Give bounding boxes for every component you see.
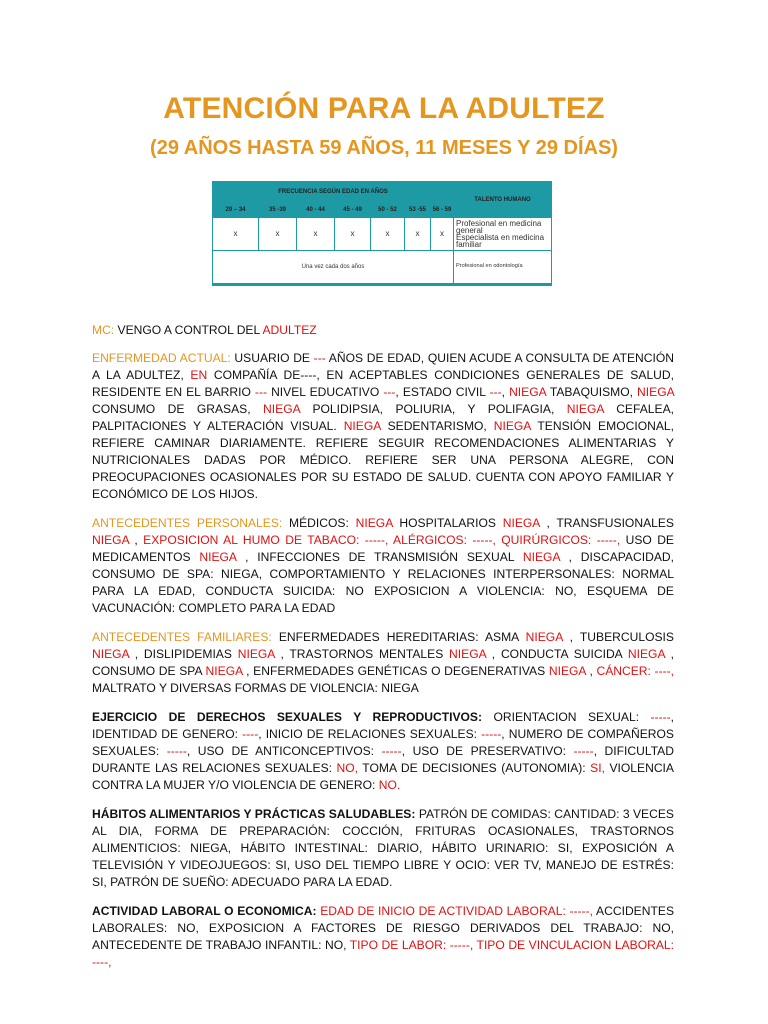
highlighted-value: -----	[650, 710, 671, 724]
age-range-cell: 35 -39	[259, 203, 297, 218]
highlighted-value: ---	[254, 385, 268, 399]
highlighted-value: NIEGA	[502, 516, 540, 530]
mark-cell: x	[405, 218, 431, 251]
paragraph-text: ORIENTACION SEXUAL:	[482, 710, 651, 724]
highlighted-value: ADULTEZ	[262, 323, 317, 337]
paragraph-mc	[92, 322, 674, 339]
paragraph-text: MÉDICOS:	[282, 516, 356, 530]
highlighted-value: NIEGA	[509, 385, 547, 399]
highlighted-value: NIEGA	[199, 550, 237, 564]
section-label: ANTECEDENTES FAMILIARES:	[92, 630, 272, 644]
age-range-cell: 45 - 49	[335, 203, 371, 218]
highlighted-value: EN	[190, 368, 208, 382]
paragraph-text: ,	[501, 385, 510, 399]
paragraph-text: , DISLIPIDEMIAS	[128, 647, 238, 661]
highlighted-value: NIEGA	[566, 402, 604, 416]
highlighted-value: EDAD DE INICIO DE ACTIVIDAD LABORAL: -----,	[320, 904, 594, 918]
paragraph-text: , DISCAPACIDAD, CONSUMO DE SPA: NIEGA, COMPORTAMIENTO Y RELACIONES INTERPERSONALES: NORMAL PARA LA EDAD, CONDUCTA SUICIDA: NO EXPOSICION A VIOLENCIA: NO, ESQUEMA DE VACUNACIÓN: COMPLETO PARA LA EDAD	[92, 550, 674, 615]
highlighted-value: -----	[481, 727, 502, 741]
highlighted-value: CÁNCER: ----,	[596, 664, 675, 678]
paragraph-text: POLIDIPSIA, POLIURIA, Y POLIFAGIA,	[300, 402, 567, 416]
frequency-cell: Una vez cada dos años	[213, 250, 454, 284]
highlighted-value: -----	[166, 744, 187, 758]
highlighted-value: NIEGA	[627, 647, 665, 661]
paragraph-text: , INICIO DE RELACIONES SEXUALES:	[258, 727, 482, 741]
paragraph-text: TENSIÓN EMOCIONAL, REFIERE CAMINAR DIARIAMENTE. REFIERE SEGUIR RECOMENDACIONES ALIMENTARIAS Y NUTRICIONALES DADAS POR MÉDICO. REFIERE SER UNA PERSONA ALEGRE, CON PREOCUPACIONES OCASIONALES POR SU ESTADO DE SALUD. CUENTA CON APOYO FAMILIAR Y ECONÓMICO DE LOS HIJOS.	[92, 419, 674, 501]
paragraph-text: , NUMERO DE COMPAÑEROS SEXUALES:	[92, 727, 674, 758]
highlighted-value: TIPO DE LABOR: -----, TIPO DE VINCULACION LABORAL: ----,	[92, 938, 674, 969]
age-range-cell: 56 - 59	[431, 203, 454, 218]
document-body	[92, 322, 674, 983]
paragraph-text: , INFECCIONES DE TRANSMISIÓN SEXUAL	[236, 550, 523, 564]
highlighted-value: NIEGA	[525, 630, 563, 644]
table-header-talent: TALENTO HUMANO	[454, 182, 552, 218]
highlighted-value: -----	[381, 744, 402, 758]
paragraph-text: COMPAÑÍA DE----, EN ACEPTABLES CONDICIONES GENERALES DE SALUD, RESIDENTE EN EL BARRIO	[92, 368, 674, 399]
page-title: ATENCIÓN PARA LA ADULTEZ	[163, 92, 605, 125]
paragraph-text: VIOLENCIA CONTRA LA MUJER Y/O VIOLENCIA DE GENERO:	[92, 761, 674, 792]
highlighted-value: NIEGA	[92, 533, 129, 547]
paragraph-text: , TRANSFUSIONALES	[539, 516, 674, 530]
section-label: HÁBITOS ALIMENTARIOS Y PRÁCTICAS SALUDABLES:	[92, 807, 416, 821]
paragraph-text: , CONDUCTA SUICIDA	[486, 647, 628, 661]
highlighted-value: NO,	[336, 761, 359, 775]
paragraph-actividad-laboral	[92, 903, 674, 971]
highlighted-value: ---	[489, 385, 502, 399]
paragraph-text: ,	[585, 664, 597, 678]
frequency-table	[212, 181, 552, 286]
mark-cell: x	[259, 218, 297, 251]
paragraph-antecedentes-familiares	[92, 629, 674, 697]
talent-cell	[454, 218, 552, 251]
paragraph-text: ,	[128, 533, 144, 547]
paragraph-text: VENGO A CONTROL DEL	[114, 323, 263, 337]
paragraph-text: MALTRATO Y DIVERSAS FORMAS DE VIOLENCIA: NIEGA	[92, 681, 419, 695]
paragraph-text: NIVEL EDUCATIVO	[267, 385, 384, 399]
mark-cell: x	[213, 218, 259, 251]
paragraph-text: , USO DE ANTICONCEPTIVOS:	[186, 744, 382, 758]
highlighted-value: ---	[313, 351, 326, 365]
page-subtitle: (29 AÑOS HASTA 59 AÑOS, 11 MESES Y 29 DÍAS)	[150, 137, 618, 159]
paragraph-text: ACCIDENTES LABORALES: NO, EXPOSICION A FACTORES DE RIESGO DERIVADOS DEL TRABAJO: NO, ANTECEDENTE DE TRABAJO INFANTIL: NO,	[92, 904, 675, 952]
paragraph-enfermedad-actual	[92, 350, 674, 503]
paragraph-text: SEDENTARISMO,	[380, 419, 494, 433]
mark-cell: x	[297, 218, 335, 251]
highlighted-value: NIEGA	[355, 516, 393, 530]
highlighted-value: NO.	[378, 778, 401, 792]
highlighted-value: EXPOSICION AL HUMO DE TABACO: -----, ALÉRGICOS: -----, QUIRÚRGICOS: -----,	[143, 533, 621, 547]
highlighted-value: -----	[573, 744, 594, 758]
paragraph-habitos	[92, 806, 674, 891]
paragraph-text: CEFALEA, PALPITACIONES Y ALTERACIÓN VISUAL.	[92, 402, 674, 433]
table-row	[213, 250, 552, 284]
table-row	[213, 218, 552, 251]
paragraph-text: USUARIO DE	[230, 351, 314, 365]
paragraph-derechos-sexuales	[92, 709, 674, 794]
section-label: MC:	[92, 323, 115, 337]
paragraph-text: PATRÓN DE COMIDAS: CANTIDAD: 3 VECES AL DIA, FORMA DE PREPARACIÓN: COCCIÓN, FRITURAS OCASIONALES, TRASTORNOS ALIMENTICIOS: NIEGA, HÁBITO INTESTINAL: DIARIO, HÁBITO URINARIO: SI, EXPOSICIÓN A TELEVISIÓN Y VIDEOJUEGOS: SI, USO DEL TIEMPO LIBRE Y OCIO: VER TV, MANEJO DE ESTRÉS: SI, PATRÓN DE SUEÑO: ADECUADO PARA LA EDAD.	[92, 807, 674, 889]
table-header-frequency: FRECUENCIA SEGÚN EDAD EN AÑOS	[213, 182, 454, 203]
paragraph-text: HOSPITALARIOS	[392, 516, 503, 530]
paragraph-text: , IDENTIDAD DE GENERO:	[92, 710, 674, 741]
paragraph-text: USO DE MEDICAMENTOS	[92, 533, 674, 564]
paragraph-text: , TRASTORNOS MENTALES	[274, 647, 450, 661]
age-range-cell: 50 - 52	[371, 203, 405, 218]
highlighted-value: NIEGA	[205, 664, 243, 678]
paragraph-text: , CONSUMO DE SPA	[92, 647, 674, 678]
highlighted-value: ----	[242, 727, 259, 741]
section-label: ACTIVIDAD LABORAL O ECONOMICA:	[92, 904, 317, 918]
highlighted-value: NIEGA	[522, 550, 560, 564]
paragraph-text: TABAQUISMO,	[546, 385, 638, 399]
highlighted-value: SI,	[590, 761, 605, 775]
highlighted-value: NIEGA	[449, 647, 487, 661]
highlighted-value: NIEGA	[263, 402, 301, 416]
mark-cell: x	[335, 218, 371, 251]
talent-cell: Profesional en odontología	[454, 250, 552, 284]
highlighted-value: NIEGA	[92, 647, 129, 661]
age-range-cell: 53 -55	[405, 203, 431, 218]
paragraph-text: , ESTADO CIVIL	[395, 385, 490, 399]
highlighted-value: NIEGA	[637, 385, 674, 399]
paragraph-text: , DIFICULTAD DURANTE LAS RELACIONES SEXUALES:	[92, 744, 674, 775]
paragraph-text: , ENFERMEDADES GENÉTICAS O DEGENERATIVAS	[242, 664, 549, 678]
section-label: ENFERMEDAD ACTUAL:	[92, 351, 231, 365]
age-range-cell: 40 - 44	[297, 203, 335, 218]
paragraph-text: TOMA DE DECISIONES (AUTONOMIA):	[358, 761, 591, 775]
talent-line: Especialista en medicina familiar	[456, 232, 545, 249]
paragraph-text: , TUBERCULOSIS	[562, 630, 674, 644]
highlighted-value: NIEGA	[548, 664, 586, 678]
paragraph-text: ENFERMEDADES HEREDITARIAS: ASMA	[271, 630, 526, 644]
highlighted-value: NIEGA	[237, 647, 275, 661]
age-range-cell: 29 – 34	[213, 203, 259, 218]
talent-line: Profesional en medicina general	[456, 218, 542, 235]
paragraph-text: , USO DE PRESERVATIVO:	[401, 744, 574, 758]
highlighted-value: NIEGA	[493, 419, 531, 433]
section-label: ANTECEDENTES PERSONALES:	[92, 516, 283, 530]
section-label: EJERCICIO DE DERECHOS SEXUALES Y REPRODUCTIVOS:	[92, 710, 483, 724]
highlighted-value: ---	[383, 385, 396, 399]
highlighted-value: NIEGA	[343, 419, 381, 433]
paragraph-text: CONSUMO DE GRASAS,	[92, 402, 264, 416]
paragraph-text: AÑOS DE EDAD, QUIEN ACUDE A CONSULTA DE ATENCIÓN A LA ADULTEZ,	[92, 351, 674, 382]
mark-cell: x	[371, 218, 405, 251]
mark-cell: x	[431, 218, 454, 251]
paragraph-antecedentes-personales	[92, 515, 674, 617]
